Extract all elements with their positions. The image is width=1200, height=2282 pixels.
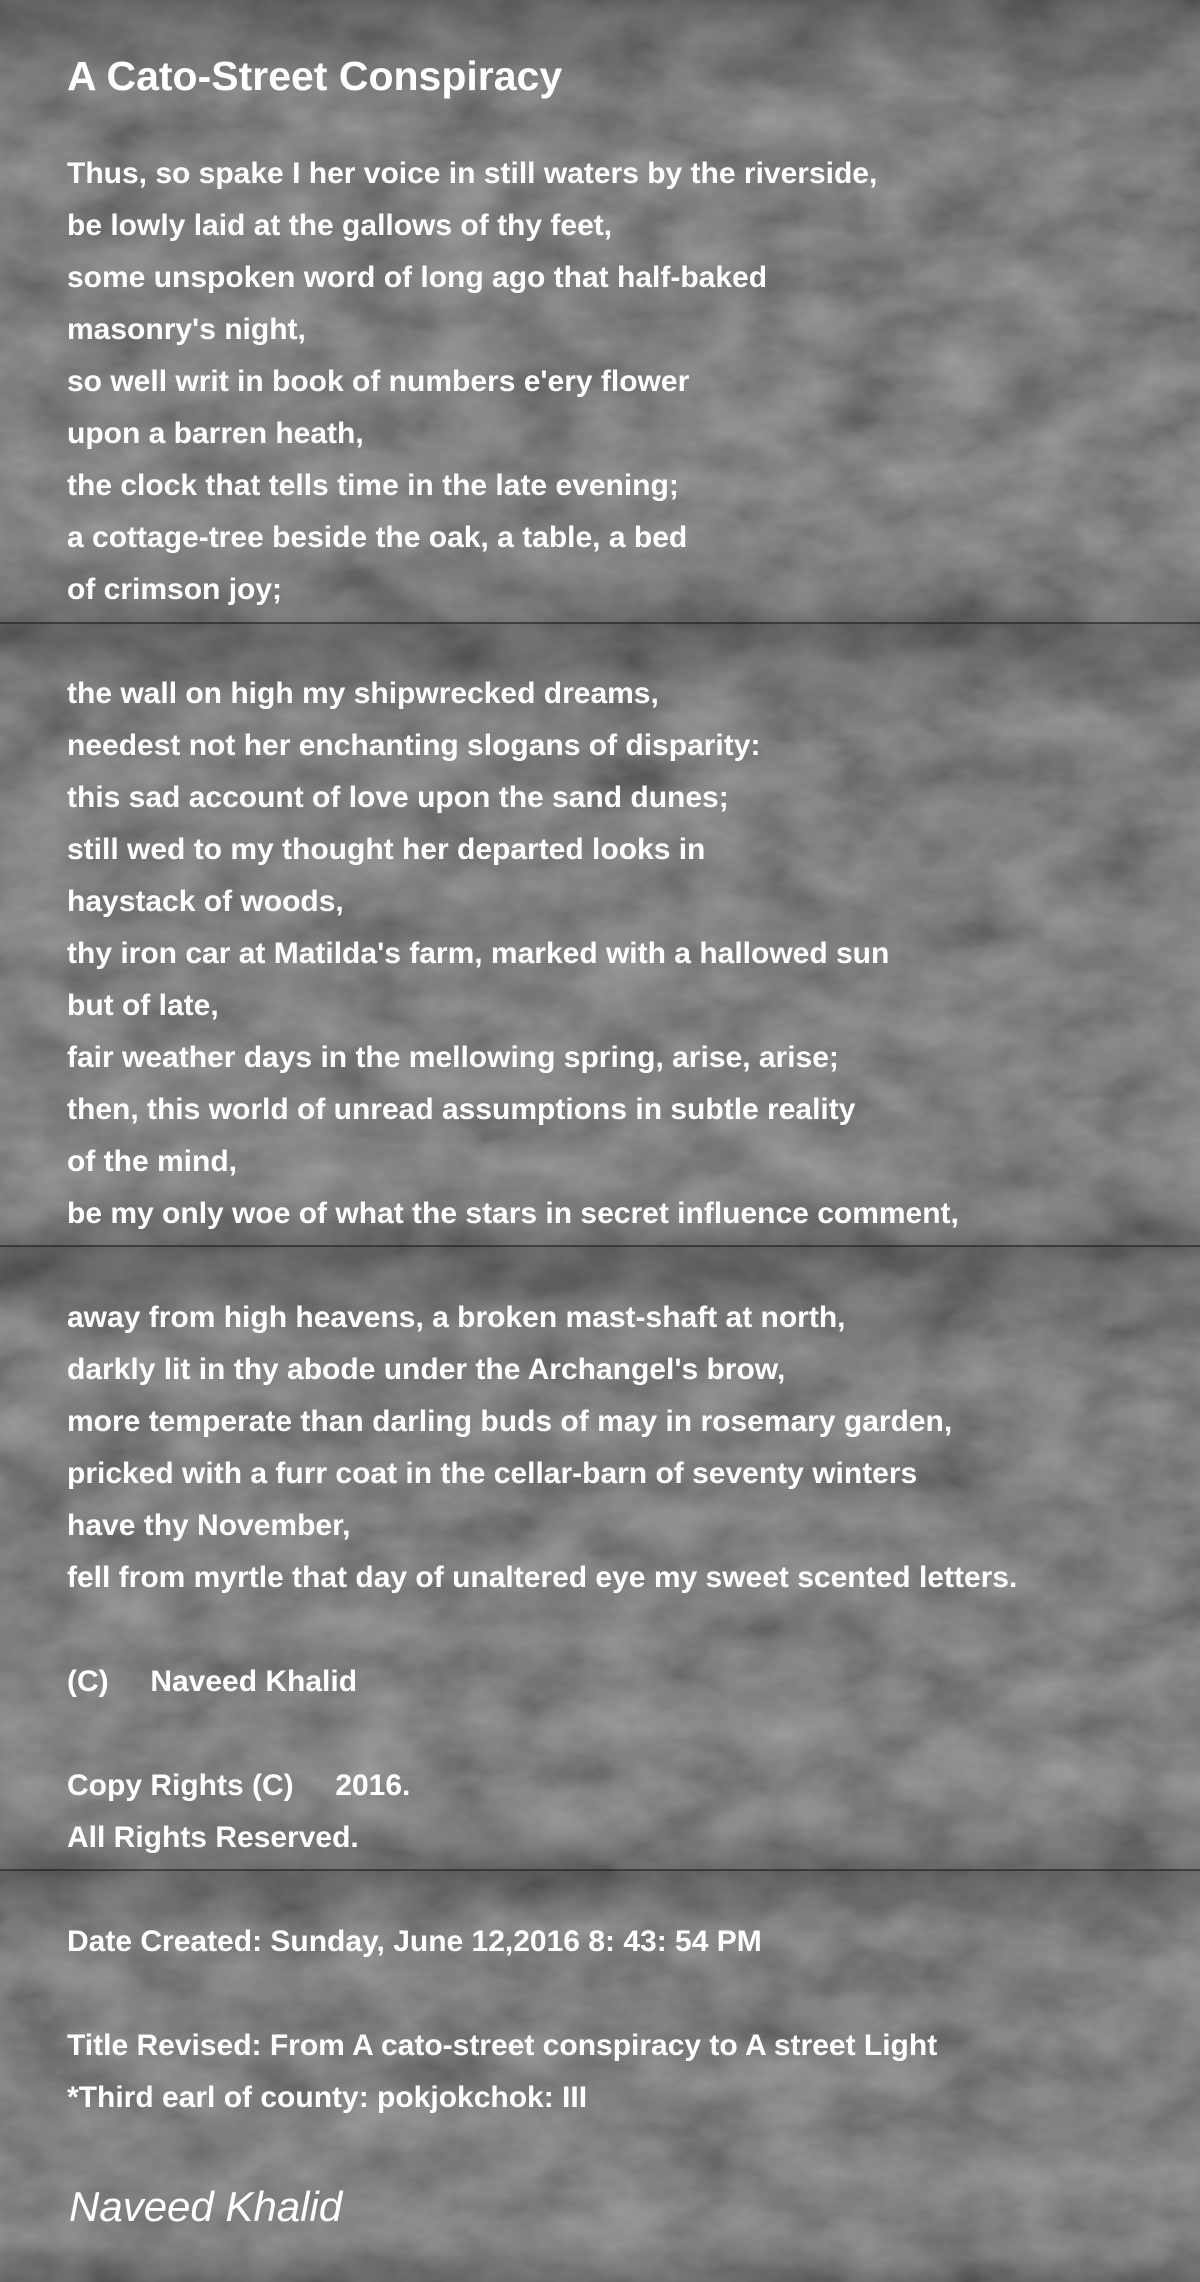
poem-line: a cottage-tree beside the oak, a table, a bed bbox=[67, 521, 688, 554]
poem-line: fair weather days in the mellowing spring, arise, arise; bbox=[67, 1041, 839, 1074]
poem-line: Copy Rights (C) 2016. bbox=[67, 1769, 411, 1802]
poem-line: still wed to my thought her departed looks in bbox=[67, 833, 706, 866]
poem-line: needest not her enchanting slogans of disparity: bbox=[67, 729, 761, 762]
poem-line: masonry's night, bbox=[67, 313, 306, 346]
poem-line: then, this world of unread assumptions in subtle reality bbox=[67, 1093, 856, 1126]
poem-line: of the mind, bbox=[67, 1145, 237, 1178]
poem-line: fell from myrtle that day of unaltered eye my sweet scented letters. bbox=[67, 1561, 1018, 1594]
poem-line: darkly lit in thy abode under the Archangel's brow, bbox=[67, 1353, 786, 1386]
poem-line: pricked with a furr coat in the cellar-barn of seventy winters bbox=[67, 1457, 918, 1490]
poem-line: of crimson joy; bbox=[67, 573, 283, 606]
poem-line: this sad account of love upon the sand dunes; bbox=[67, 781, 729, 814]
poem-line: more temperate than darling buds of may in rosemary garden, bbox=[67, 1405, 953, 1438]
poem-line: so well writ in book of numbers e'ery flower bbox=[67, 365, 690, 398]
poem-line: All Rights Reserved. bbox=[67, 1821, 359, 1854]
poem-line: Title Revised: From A cato-street conspiracy to A street Light bbox=[67, 2029, 938, 2062]
poem-line: thy iron car at Matilda's farm, marked with a hallowed sun bbox=[67, 937, 890, 970]
poem-line: Thus, so spake I her voice in still waters by the riverside, bbox=[67, 157, 878, 190]
poem-line: (C) Naveed Khalid bbox=[67, 1665, 358, 1698]
poem-line: the wall on high my shipwrecked dreams, bbox=[67, 677, 659, 710]
poem-line: some unspoken word of long ago that half-baked bbox=[67, 261, 768, 294]
poem-line: *Third earl of county: pokjokchok: III bbox=[67, 2081, 588, 2114]
poem-line: be my only woe of what the stars in secret influence comment, bbox=[67, 1197, 959, 1230]
poem-line: away from high heavens, a broken mast-shaft at north, bbox=[67, 1301, 846, 1334]
author-signature: Naveed Khalid bbox=[69, 2183, 343, 2230]
poem-line: upon a barren heath, bbox=[67, 417, 364, 450]
poem-line: but of late, bbox=[67, 989, 219, 1022]
poem-line: be lowly laid at the gallows of thy feet, bbox=[67, 209, 613, 242]
poem-line: haystack of woods, bbox=[67, 885, 344, 918]
poem-line: have thy November, bbox=[67, 1509, 351, 1542]
poem-line: Date Created: Sunday, June 12,2016 8: 43: 54 PM bbox=[67, 1925, 762, 1958]
poem-line: the clock that tells time in the late evening; bbox=[67, 469, 679, 502]
poem-title: A Cato-Street Conspiracy bbox=[67, 53, 563, 99]
